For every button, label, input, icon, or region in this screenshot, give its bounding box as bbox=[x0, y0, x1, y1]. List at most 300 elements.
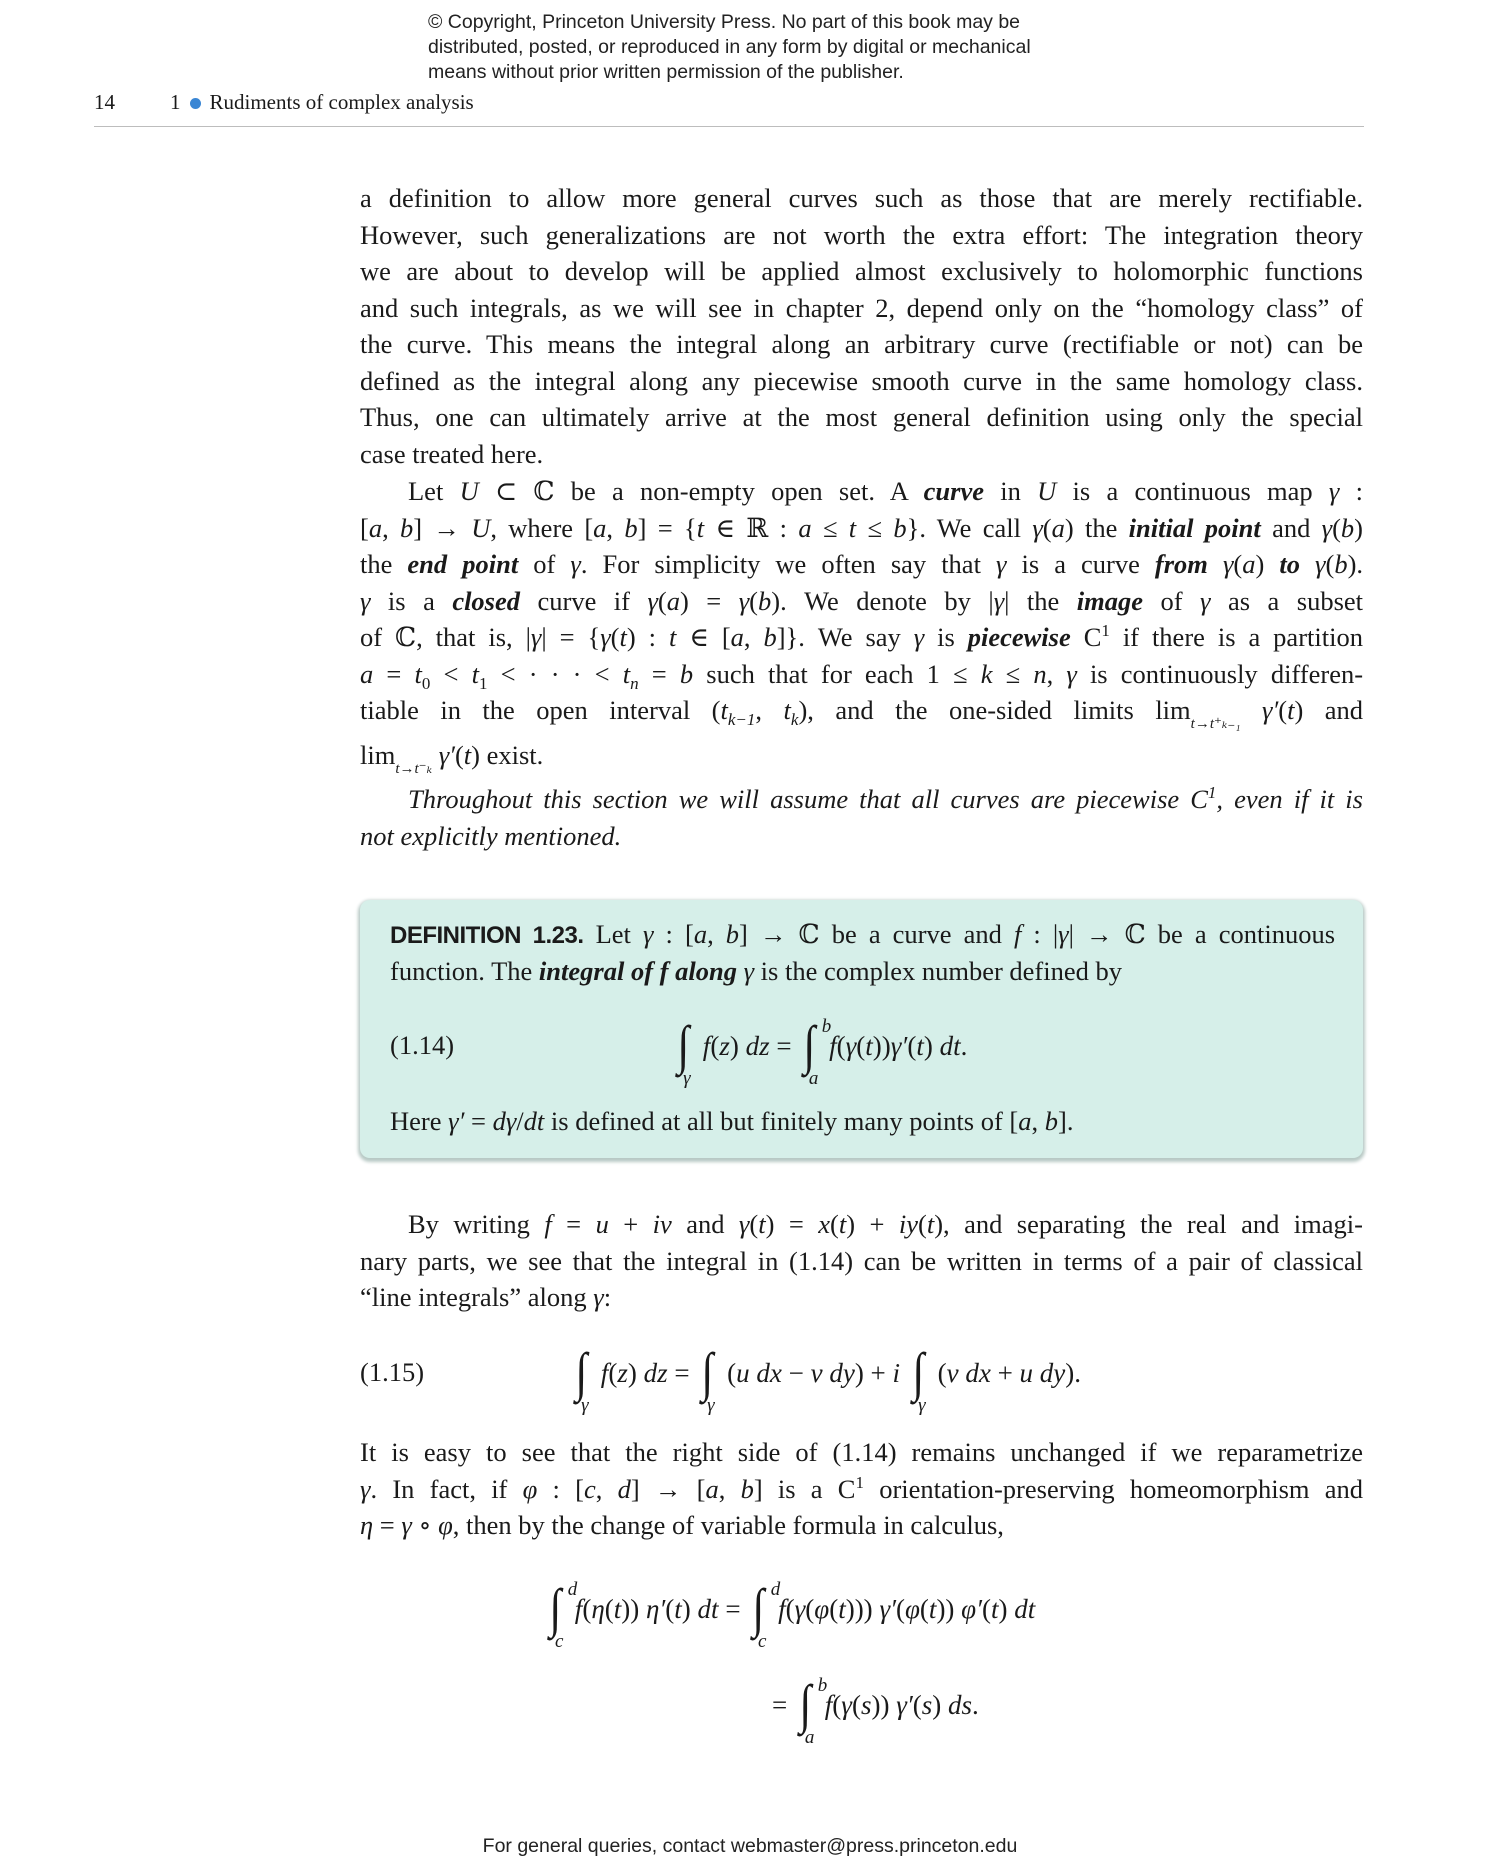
text-run: ( bbox=[608, 1358, 618, 1388]
text-run: is defined at all but finitely many points of [ bbox=[544, 1106, 1019, 1136]
math-symbol: φ bbox=[522, 1473, 538, 1504]
math-symbol: b bbox=[740, 1473, 754, 1504]
text-run: = bbox=[551, 1209, 596, 1239]
text-run: , bbox=[606, 512, 625, 543]
text-run: of bbox=[1143, 585, 1201, 616]
text-line bbox=[360, 656, 1363, 693]
math-symbol: γ bbox=[1321, 512, 1333, 543]
math-symbol: b bbox=[624, 512, 638, 543]
text-run: ) bbox=[1255, 549, 1280, 579]
text-run: )) bbox=[871, 1690, 897, 1720]
integral-sign: ∫ d c bbox=[753, 1588, 765, 1628]
text-run bbox=[432, 740, 439, 770]
math-symbol: γ bbox=[913, 622, 925, 652]
text-run: [ bbox=[360, 512, 369, 543]
text-run: and bbox=[671, 1209, 739, 1239]
math-symbol: η bbox=[360, 1510, 374, 1540]
text-run: not explicitly mentioned. bbox=[360, 820, 622, 851]
math-symbol: iy bbox=[898, 1209, 918, 1239]
text-run: ). We denote by | bbox=[771, 585, 994, 616]
integral-upper-limit: d bbox=[567, 1579, 578, 1600]
text-run: we are about to develop will be applied almost exclusively to holomorphic functions bbox=[360, 256, 1363, 286]
math-symbol: η′ bbox=[645, 1594, 666, 1624]
copyright-line: © Copyright, Princeton University Press. No part of this book may be bbox=[428, 11, 1021, 33]
math-symbol: t bbox=[619, 622, 627, 652]
integral-lower-limit: c bbox=[758, 1631, 767, 1652]
text-run bbox=[1208, 549, 1223, 579]
text-run bbox=[1241, 695, 1262, 725]
math-symbol: t bbox=[916, 1031, 924, 1061]
text-run: = bbox=[464, 1106, 493, 1136]
math-symbol: t bbox=[926, 1209, 935, 1239]
definition-heading: DEFINITION 1.23. bbox=[390, 922, 584, 949]
text-run: , bbox=[1046, 658, 1067, 689]
integral-upper-limit: b bbox=[822, 1016, 832, 1037]
text-run: ≤ bbox=[992, 658, 1034, 689]
math-symbol: f bbox=[829, 1031, 837, 1061]
text-run: orientation-preserving homeomorphism and bbox=[863, 1473, 1363, 1504]
math-symbol: t bbox=[696, 512, 705, 543]
math-symbol: γ bbox=[530, 622, 542, 652]
text-run: , bbox=[382, 512, 401, 543]
text-run: However, such generalizations are not worth the extra effort: The integration theory bbox=[360, 219, 1363, 250]
paragraph-line-integrals bbox=[360, 1206, 1363, 1316]
equation-label-1-15: (1.15) bbox=[360, 1357, 425, 1387]
math-symbol: b bbox=[893, 512, 907, 543]
text-line bbox=[360, 692, 1364, 732]
text-run: . In fact, if bbox=[370, 1473, 523, 1504]
math-symbol: b bbox=[1044, 1106, 1058, 1136]
text-run: is continuously differen- bbox=[1076, 658, 1364, 689]
text-run: in bbox=[984, 476, 1038, 506]
math-symbol: γ′ bbox=[890, 1031, 908, 1061]
math-symbol: γ bbox=[738, 1209, 750, 1239]
math-symbol: t bbox=[758, 1209, 766, 1239]
text-run: / bbox=[516, 1106, 524, 1136]
math-symbol: t bbox=[928, 1594, 937, 1624]
math-symbol: t bbox=[720, 695, 728, 725]
text-run: ( bbox=[912, 1690, 922, 1720]
text-run: Thus, one can ultimately arrive at the most general definition using only the special bbox=[360, 402, 1363, 432]
math-symbol: γ bbox=[600, 622, 611, 652]
text-run: if there is a partition bbox=[1109, 622, 1363, 652]
math-symbol: k bbox=[980, 658, 993, 689]
text-run: n bbox=[630, 673, 639, 693]
text-run: ( bbox=[805, 1594, 815, 1624]
math-symbol: a bbox=[1242, 549, 1256, 579]
definition-footer-line bbox=[390, 1103, 1335, 1140]
text-run: | the bbox=[1004, 585, 1077, 616]
text-run: + bbox=[990, 1358, 1020, 1388]
math-symbol: t bbox=[838, 1209, 847, 1239]
integral-sign: ∫ γ bbox=[702, 1352, 714, 1392]
text-run: t→t⁻ₖ bbox=[395, 760, 433, 777]
text-run: , then by the change of variable formula in calculus, bbox=[452, 1510, 1004, 1540]
text-line bbox=[360, 326, 1363, 363]
text-run: , bbox=[755, 695, 784, 725]
text-run: ) : bbox=[626, 622, 669, 652]
text-run: ( bbox=[937, 1358, 947, 1388]
math-symbol: initial point bbox=[1128, 512, 1261, 543]
integral-sign: ∫ γ bbox=[677, 1025, 689, 1065]
text-run: Here bbox=[390, 1106, 449, 1136]
text-run: 0 bbox=[421, 673, 431, 693]
text-run: ), and separating the real and imagi- bbox=[934, 1209, 1363, 1239]
chapter-number: 1 bbox=[170, 90, 181, 114]
math-symbol: b bbox=[1340, 512, 1355, 543]
math-symbol: closed bbox=[452, 585, 521, 616]
math-symbol: v dy bbox=[810, 1358, 855, 1388]
text-line bbox=[360, 1434, 1363, 1471]
text-run: )) bbox=[621, 1594, 646, 1624]
math-symbol: f bbox=[574, 1594, 583, 1624]
text-line bbox=[360, 1471, 1363, 1508]
text-run: }. We call bbox=[906, 512, 1033, 543]
text-run: “line integrals” along bbox=[360, 1282, 594, 1312]
text-line bbox=[360, 1243, 1363, 1280]
text-run: : [ bbox=[653, 919, 694, 949]
math-symbol: a bbox=[360, 658, 374, 689]
math-symbol: t bbox=[991, 1594, 999, 1624]
text-run: ⊂ ℂ be a non-empty open set. A bbox=[478, 476, 924, 506]
math-symbol: a bbox=[705, 1473, 719, 1504]
math-symbol: t bbox=[783, 695, 791, 725]
text-run: ) bbox=[729, 1031, 746, 1061]
text-run: )) bbox=[936, 1594, 962, 1624]
text-run: = bbox=[769, 1031, 799, 1061]
text-run: ( bbox=[749, 1209, 759, 1239]
integral-sign: ∫ b a bbox=[799, 1684, 811, 1724]
math-symbol: t bbox=[674, 1594, 682, 1624]
text-run: lim bbox=[360, 739, 396, 770]
math-symbol: dt bbox=[697, 1594, 719, 1624]
text-run: , where [ bbox=[490, 512, 594, 543]
math-symbol: a bbox=[593, 512, 607, 543]
text-run: ) exist. bbox=[471, 739, 544, 770]
math-symbol: u dy bbox=[1019, 1358, 1066, 1388]
text-run: ). bbox=[1347, 549, 1364, 579]
math-symbol: γ bbox=[360, 585, 371, 616]
math-symbol: u dx bbox=[736, 1358, 782, 1388]
text-run: tiable in the open interval ( bbox=[360, 695, 721, 725]
math-symbol: z bbox=[617, 1358, 628, 1388]
math-symbol: γ bbox=[1315, 549, 1326, 579]
math-symbol: γ bbox=[794, 1594, 806, 1624]
text-run: ), and the one-sided limits lim bbox=[798, 695, 1191, 725]
text-run bbox=[1300, 549, 1315, 579]
math-symbol: a bbox=[1051, 512, 1065, 543]
text-run: a definition to allow more general curves such as those that are merely rectifiable. bbox=[360, 183, 1363, 213]
math-symbol: dt bbox=[1014, 1594, 1036, 1624]
text-run: )) bbox=[872, 1031, 891, 1061]
text-run: of bbox=[518, 549, 571, 579]
text-run: ] → [ bbox=[630, 1473, 706, 1504]
math-symbol: i bbox=[892, 1358, 901, 1388]
math-symbol: f bbox=[702, 1031, 711, 1061]
text-run: nary parts, we see that the integral in (1.14) can be written in terms of a pair of classical bbox=[360, 1245, 1363, 1276]
text-run: . bbox=[960, 1031, 968, 1061]
math-symbol: b bbox=[679, 658, 694, 689]
math-symbol: γ bbox=[1032, 512, 1043, 543]
text-run: < bbox=[430, 658, 472, 689]
math-symbol: γ bbox=[1058, 919, 1069, 949]
text-run bbox=[737, 956, 744, 986]
definition-line bbox=[390, 953, 1335, 990]
text-run: ( bbox=[832, 1690, 842, 1720]
math-symbol: t bbox=[848, 512, 857, 543]
math-symbol: f bbox=[824, 1690, 833, 1720]
math-symbol: image bbox=[1076, 585, 1144, 616]
math-symbol: γ bbox=[993, 585, 1005, 616]
math-symbol: γ bbox=[647, 585, 658, 616]
text-run: ( bbox=[829, 1594, 839, 1624]
integral-lower-limit: γ bbox=[917, 1395, 926, 1416]
math-symbol: γ bbox=[1200, 585, 1211, 616]
paragraph-rectifiable bbox=[360, 180, 1363, 472]
text-run: : | bbox=[1021, 919, 1059, 949]
definition-text bbox=[390, 916, 1335, 989]
text-run: . For simplicity we often say that bbox=[580, 549, 996, 579]
integral-lower-limit: c bbox=[555, 1631, 564, 1652]
equation-1-14 bbox=[672, 1015, 968, 1089]
text-run: , bbox=[718, 1473, 741, 1504]
math-symbol: t bbox=[622, 658, 631, 689]
text-run: and such integrals, as we will see in chapter 2, depend only on the “homology class” of bbox=[360, 292, 1363, 323]
text-run: 1 bbox=[855, 1472, 864, 1492]
text-run: | = { bbox=[541, 622, 601, 652]
math-symbol: γ′ bbox=[448, 1106, 465, 1136]
text-run: ( bbox=[856, 1031, 866, 1061]
math-symbol: γ′ bbox=[1262, 695, 1279, 725]
footer-contact: For general queries, contact webmaster@press.princeton.edu bbox=[482, 1835, 1018, 1857]
text-run: ] → bbox=[413, 512, 472, 543]
integral-lower-limit: γ bbox=[683, 1068, 691, 1089]
text-run bbox=[900, 1358, 907, 1388]
math-symbol: piecewise bbox=[967, 622, 1071, 652]
integral-sign: ∫ d c bbox=[549, 1588, 561, 1628]
text-line bbox=[360, 1206, 1363, 1243]
math-symbol: dt bbox=[939, 1031, 961, 1061]
integral-lower-limit: γ bbox=[581, 1395, 589, 1416]
text-run: : bbox=[1339, 476, 1363, 506]
math-symbol: t bbox=[613, 1594, 622, 1624]
text-run: ( bbox=[710, 1031, 720, 1061]
integral-upper-limit: d bbox=[771, 1579, 781, 1600]
text-run: the curve. This means the integral along an arbitrary curve (rectifiable or not) can be bbox=[360, 329, 1363, 359]
text-line bbox=[360, 1507, 1363, 1544]
integral-lower-limit: γ bbox=[707, 1395, 715, 1416]
math-symbol: curve bbox=[923, 476, 985, 506]
text-run: ) + bbox=[846, 1209, 899, 1239]
text-run: < · · · < bbox=[487, 658, 623, 689]
chapter-title: Rudiments of complex analysis bbox=[209, 90, 474, 114]
math-symbol: φ bbox=[438, 1510, 453, 1540]
text-line bbox=[360, 436, 1363, 473]
text-run: : bbox=[603, 1282, 612, 1312]
math-symbol: a bbox=[1018, 1106, 1032, 1136]
change-of-variable-line-2 bbox=[772, 1674, 979, 1748]
text-run: ] is a C bbox=[753, 1473, 856, 1504]
text-line bbox=[360, 399, 1363, 436]
text-run: ). bbox=[1065, 1358, 1082, 1388]
text-run: ( bbox=[1325, 549, 1335, 579]
text-run: ( bbox=[657, 585, 667, 616]
math-symbol: γ bbox=[1066, 658, 1077, 689]
text-line bbox=[360, 510, 1363, 547]
definition-box bbox=[360, 900, 1363, 1158]
math-symbol: t bbox=[668, 622, 677, 652]
math-symbol: φ bbox=[814, 1594, 830, 1624]
paragraph-reparametrize bbox=[360, 1434, 1363, 1544]
math-symbol: γ bbox=[1222, 549, 1234, 579]
text-line bbox=[360, 737, 1363, 777]
text-run: ( bbox=[1332, 512, 1341, 543]
equation-label-1-14: (1.14) bbox=[390, 1030, 455, 1060]
math-symbol: γ bbox=[593, 1282, 604, 1312]
text-line bbox=[360, 781, 1363, 818]
math-symbol: φ′ bbox=[961, 1594, 983, 1624]
chapter-heading bbox=[170, 88, 474, 116]
text-run: ( bbox=[785, 1594, 795, 1624]
math-symbol: b bbox=[1334, 549, 1348, 579]
text-run: ( bbox=[919, 1594, 929, 1624]
math-symbol: γ′ bbox=[896, 1690, 913, 1720]
math-symbol: c bbox=[583, 1473, 596, 1504]
math-symbol: φ bbox=[904, 1594, 920, 1624]
text-run: ))) bbox=[845, 1594, 880, 1624]
text-run: ) + bbox=[854, 1358, 893, 1388]
text-run: Throughout this section we will assume that all curves are piecewise C bbox=[408, 784, 1208, 814]
text-line bbox=[360, 180, 1363, 217]
paragraph-assumption bbox=[360, 781, 1363, 854]
text-run: ( bbox=[836, 1031, 846, 1061]
math-symbol: η bbox=[591, 1594, 605, 1624]
definition-line-text bbox=[596, 919, 1335, 949]
math-symbol: γ bbox=[643, 919, 654, 949]
math-symbol: dγ bbox=[492, 1106, 517, 1136]
math-symbol: γ′ bbox=[879, 1594, 896, 1624]
text-run: 1 bbox=[1207, 783, 1217, 802]
text-run: is a curve bbox=[1006, 549, 1155, 579]
text-line bbox=[360, 363, 1363, 400]
paragraph-curve-definition bbox=[360, 473, 1364, 777]
text-run: , bbox=[595, 1473, 618, 1504]
math-symbol: γ bbox=[360, 1473, 371, 1504]
text-run: ( bbox=[454, 739, 464, 770]
text-run: ( bbox=[1233, 549, 1243, 579]
math-symbol: a bbox=[693, 919, 708, 949]
text-run: ( bbox=[582, 1594, 592, 1624]
math-symbol: U bbox=[1037, 476, 1057, 506]
text-run: : [ bbox=[537, 1473, 584, 1504]
math-symbol: t bbox=[1287, 695, 1295, 725]
math-symbol: f bbox=[600, 1358, 609, 1388]
text-run: ≤ bbox=[811, 512, 849, 543]
text-run: k bbox=[790, 710, 799, 729]
text-run: , even if it is bbox=[1216, 784, 1363, 814]
text-run: case treated here. bbox=[360, 438, 544, 469]
text-run: C bbox=[1070, 622, 1102, 652]
text-run: ) bbox=[681, 1594, 698, 1624]
text-run: , bbox=[743, 622, 764, 652]
text-run: ( bbox=[665, 1594, 675, 1624]
text-run: = bbox=[718, 1594, 748, 1624]
text-run: t→t⁺ₖ₋₁ bbox=[1190, 716, 1241, 732]
text-run: ) bbox=[1354, 512, 1363, 543]
text-run: ∘ bbox=[411, 1510, 439, 1540]
text-run: It is easy to see that the right side of (1.14) remains unchanged if we reparametrize bbox=[360, 1437, 1363, 1467]
text-line bbox=[360, 546, 1363, 583]
math-symbol: U bbox=[471, 512, 491, 543]
integral-sign: ∫ γ bbox=[575, 1352, 587, 1392]
math-symbol: dz bbox=[745, 1031, 770, 1061]
text-run: = bbox=[373, 1510, 402, 1540]
math-symbol: a bbox=[666, 585, 680, 616]
text-run: ) bbox=[923, 1031, 940, 1061]
page-number: 14 bbox=[94, 90, 115, 114]
math-symbol: γ bbox=[995, 549, 1007, 579]
math-symbol: a bbox=[368, 512, 383, 543]
math-symbol: dz bbox=[643, 1358, 668, 1388]
text-run: is a bbox=[370, 585, 453, 616]
text-run: ( bbox=[917, 1209, 927, 1239]
math-symbol: v dx bbox=[946, 1358, 991, 1388]
integral-lower-limit: a bbox=[809, 1068, 819, 1089]
text-run: ) bbox=[998, 1594, 1015, 1624]
text-run: is a continuous map bbox=[1056, 476, 1329, 506]
text-run: By writing bbox=[408, 1209, 545, 1239]
text-run: = bbox=[638, 658, 680, 689]
text-run: Let bbox=[408, 476, 460, 506]
math-symbol: integral of f along bbox=[538, 955, 737, 986]
math-symbol: from bbox=[1154, 549, 1208, 579]
bullet-dot-icon bbox=[190, 98, 201, 109]
math-symbol: t bbox=[463, 739, 472, 770]
text-line bbox=[360, 290, 1363, 327]
text-run: ( bbox=[727, 1358, 737, 1388]
text-run: function. The bbox=[390, 955, 539, 986]
text-line bbox=[360, 818, 1363, 855]
text-run: ( bbox=[830, 1209, 839, 1239]
math-symbol: n bbox=[1033, 658, 1047, 689]
text-run: defined as the integral along any piecewise smooth curve in the same homology class. bbox=[360, 365, 1363, 396]
math-symbol: b bbox=[400, 512, 414, 543]
definition-line bbox=[390, 916, 1335, 953]
math-symbol: γ bbox=[738, 585, 750, 616]
text-run: ) = bbox=[680, 585, 739, 616]
math-symbol: t bbox=[865, 1031, 873, 1061]
math-symbol: dt bbox=[523, 1106, 545, 1136]
text-run: ) the bbox=[1064, 512, 1129, 543]
text-run: the bbox=[360, 549, 408, 579]
text-run: , bbox=[1031, 1106, 1045, 1136]
math-symbol: a bbox=[798, 512, 812, 543]
text-run: ( bbox=[610, 622, 620, 652]
math-symbol: x bbox=[818, 1209, 830, 1239]
text-line bbox=[360, 473, 1363, 510]
text-run: as a subset bbox=[1210, 585, 1364, 616]
text-line bbox=[360, 619, 1363, 656]
text-run: ( bbox=[907, 1031, 917, 1061]
math-symbol: t bbox=[838, 1594, 846, 1624]
text-run: curve if bbox=[520, 585, 648, 616]
text-run: ( bbox=[982, 1594, 992, 1624]
text-run: ] = { bbox=[637, 512, 697, 543]
equation-1-15 bbox=[570, 1342, 1082, 1416]
text-run: . bbox=[972, 1690, 979, 1720]
text-run: ) = bbox=[765, 1209, 819, 1239]
text-run: is bbox=[924, 622, 968, 652]
